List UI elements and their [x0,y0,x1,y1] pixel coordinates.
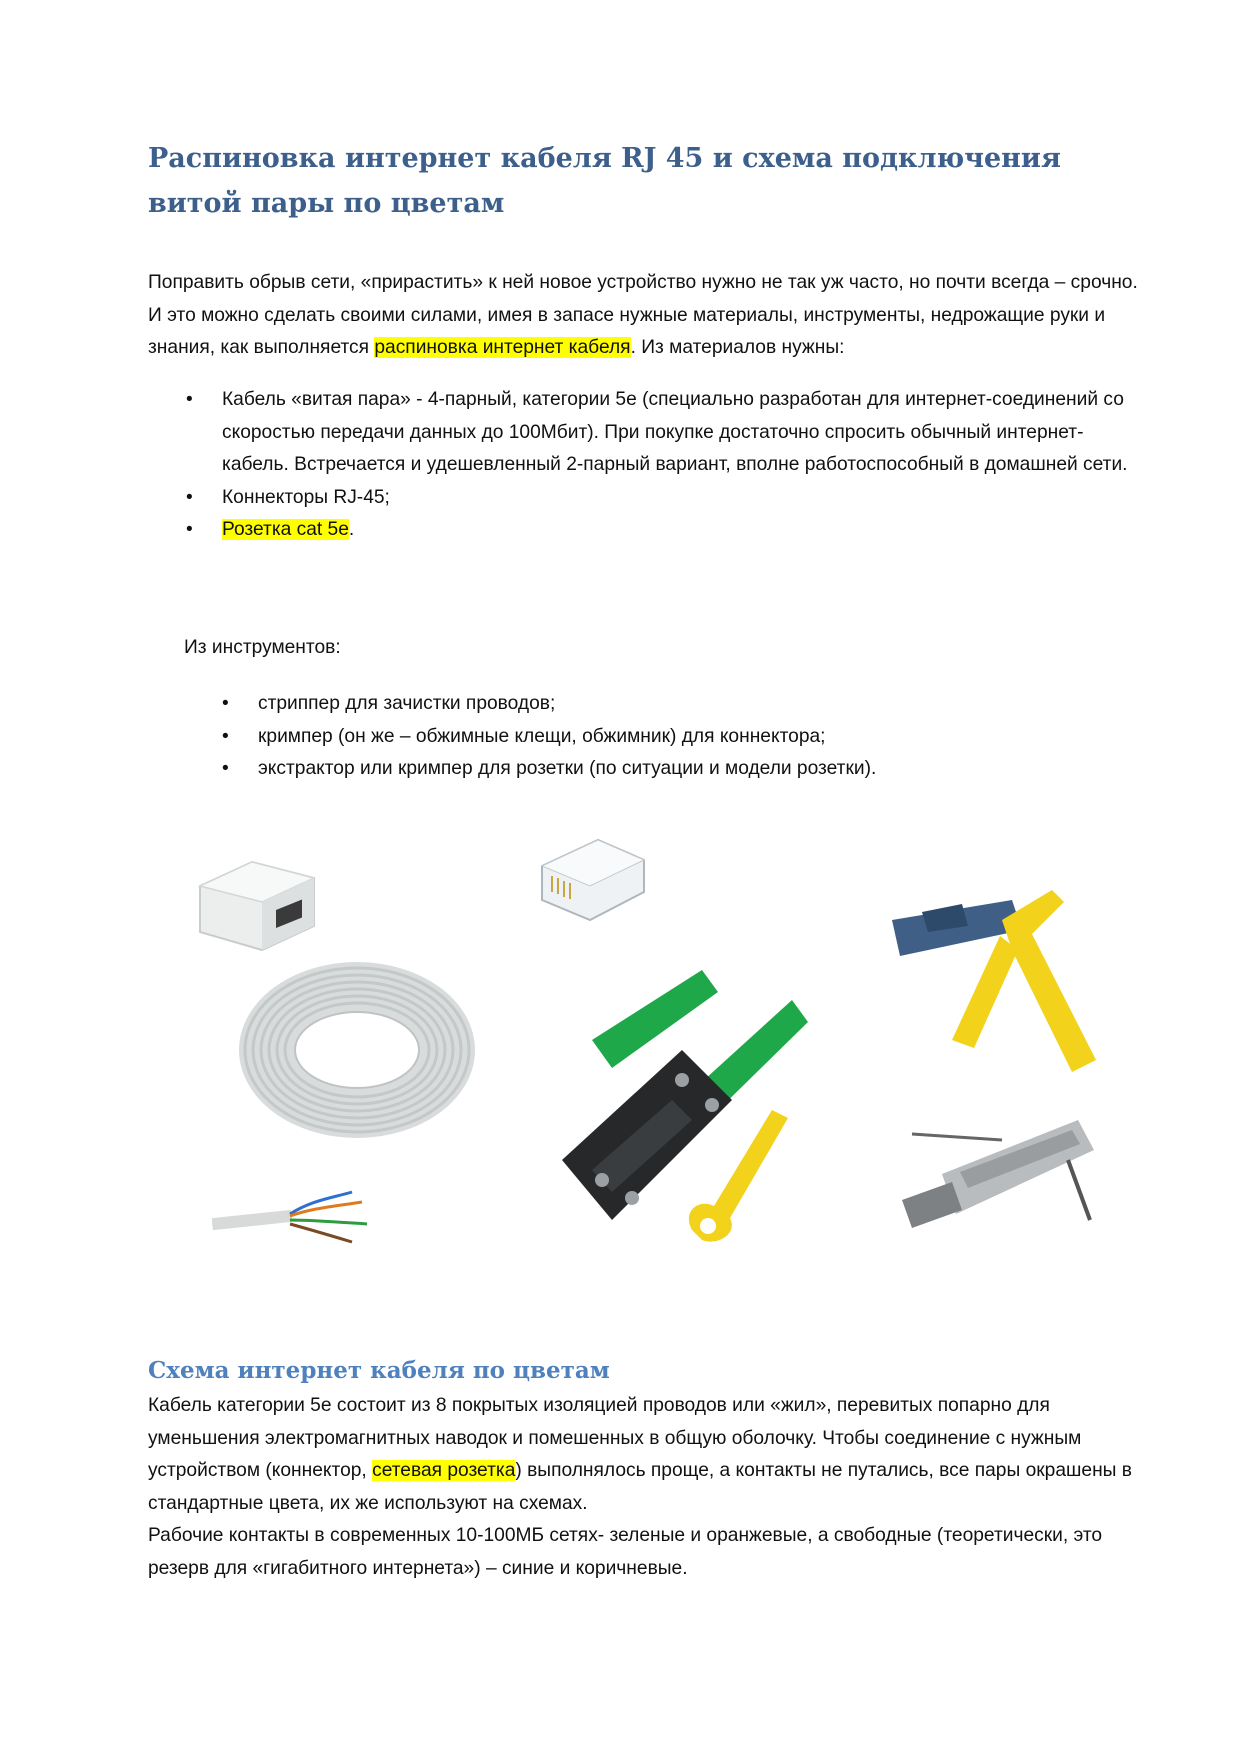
intro-highlight-link[interactable]: распиновка интернет кабеля [374,337,631,358]
socket-highlight-link[interactable]: Розетка cat 5e [222,519,349,540]
bullet: • [186,486,193,508]
list-item [186,384,1142,482]
list-item [186,514,1142,547]
intro-text-end: . Из материалов нужны: [630,337,845,358]
tools-list [222,688,1138,786]
bullet: • [222,693,229,714]
tools-label: Из инструментов: [184,637,341,658]
list-item-text: экстрактор или кримпер для розетки (по ситуации и модели розетки). [258,758,877,779]
twisted-pair-image [212,1180,382,1250]
list-item [222,721,1138,754]
list-item-text: стриппер для зачистки проводов; [258,693,556,714]
list-item [186,482,1142,515]
materials-tools-illustration [152,830,1112,1270]
section-heading: Схема интернет кабеля по цветам [148,1357,610,1384]
crimping-tool-image [532,930,862,1260]
list-item-text: Коннекторы RJ-45; [222,486,390,508]
list-item-text: Кабель «витая пара» - 4-парный, категории 5е (специально разработан для интернет-соединений со скоростью передачи данных до 100Мбит). При покупке достаточно спросить обычный интернет-кабель. Встречается и удешевленный 2-парный вариант, вполне работоспособный в домашней сети. [222,389,1128,475]
rj45-connector-image [532,830,652,930]
section-paragraph [148,1390,1148,1585]
bullet: • [222,758,229,779]
krone-tool-image [882,1110,1112,1260]
list-item-text-end: . [348,519,355,540]
bullet: • [186,389,193,410]
network-socket-highlight-link[interactable]: сетевая розетка [372,1460,516,1481]
punch-down-tool-image [882,890,1112,1090]
intro-text: Поправить обрыв сети, «прирастить» к ней новое устройство нужно не так уж часто, но почти всегда – срочно. И это можно сделать своими силами, имея в запасе нужные материалы, инструменты, недрожащие руки и знания, как выполняется [148,272,1138,358]
list-item [222,753,1138,786]
materials-list [186,384,1142,547]
network-socket-image [192,856,322,956]
page-title: Распиновка интернет кабеля RJ 45 и схема подключения витой пары по цветам [148,143,1061,219]
bullet: • [222,725,229,747]
section-text: Кабель категории 5е состоит из 8 покрытых изоляцией проводов или «жил», перевитых попарно для уменьшения электромагнитных наводок и помешенных в общую оболочку. Чтобы соединение с нужным устройством (коннектор, [148,1395,1082,1481]
list-item-text: кримпер (он же – обжимные клещи, обжимник) для коннектора; [258,725,826,747]
intro-paragraph [148,267,1148,365]
list-item [222,688,1138,721]
cable-coil-image [232,955,482,1155]
bullet: • [186,519,193,540]
section-text-2: Рабочие контакты в современных 10-100МБ сетях- зеленые и оранжевые, а свободные (теоретически, это резерв для «гигабитного интернета») – синие и коричневые. [148,1525,1103,1579]
section-text-end: ) выполнялось проще, а контакты не путались, все пары окрашены в стандартные цвета, их же используют на схемах. [148,1460,1132,1514]
